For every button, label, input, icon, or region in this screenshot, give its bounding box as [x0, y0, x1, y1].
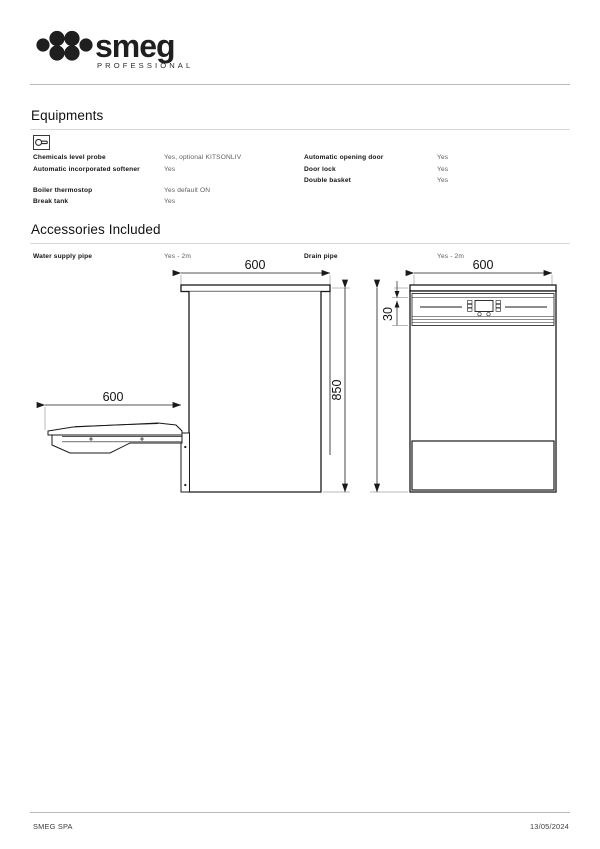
smeg-dots-logo	[33, 28, 233, 74]
spec-value-automatic-opening-door: Yes	[437, 154, 449, 161]
spec-value-door-lock: Yes	[437, 166, 449, 173]
spec-label-door-lock: Door lock	[304, 166, 336, 173]
spec-label-chemicals-level-probe: Chemicals level probe	[33, 154, 106, 161]
equipments-divider	[30, 129, 570, 130]
chemical-probe-icon	[33, 135, 50, 150]
equipments-heading: Equipments	[31, 108, 104, 123]
footer-date: 13/05/2024	[530, 822, 569, 831]
spec-label-water-supply-pipe: Water supply pipe	[33, 253, 93, 260]
spec-label-automatic-opening-door: Automatic opening door	[304, 154, 384, 161]
technical-drawings	[0, 255, 600, 515]
front-view-drawing	[370, 273, 556, 492]
spec-label-boiler-thermostop: Boiler thermostop	[33, 187, 93, 194]
spec-value-double-basket: Yes	[437, 177, 449, 184]
side-view-door-open-label: 600	[102, 390, 124, 404]
side-view-drawing	[45, 273, 350, 492]
side-view-height-label: 850	[330, 379, 344, 401]
spec-value-boiler-thermostop: Yes default ON	[164, 187, 211, 194]
header-divider	[30, 84, 570, 85]
spec-value-water-supply-pipe: Yes - 2m	[164, 253, 191, 260]
spec-value-automatic-incorporated-softener: Yes	[164, 166, 176, 173]
accessories-heading: Accessories Included	[31, 222, 161, 237]
spec-value-break-tank: Yes	[164, 198, 176, 205]
front-view-panel-label: 30	[381, 307, 395, 321]
spec-value-drain-pipe: Yes - 2m	[437, 253, 464, 260]
front-view-width-label: 600	[472, 258, 494, 272]
footer-divider	[30, 812, 570, 813]
spec-label-double-basket: Double basket	[304, 177, 352, 184]
spec-label-break-tank: Break tank	[33, 198, 69, 205]
accessories-divider	[30, 243, 570, 244]
smeg-logo	[33, 28, 233, 74]
side-view-width-label: 600	[244, 258, 266, 272]
footer-company: SMEG SPA	[33, 822, 73, 831]
svg-text:smeg: smeg	[95, 28, 175, 64]
svg-text:PROFESSIONAL: PROFESSIONAL	[97, 61, 194, 70]
spec-value-chemicals-level-probe: Yes, optional KITSONLIV	[164, 154, 242, 161]
spec-label-automatic-incorporated-softener: Automatic incorporated softener	[33, 166, 140, 173]
spec-label-drain-pipe: Drain pipe	[304, 253, 338, 260]
